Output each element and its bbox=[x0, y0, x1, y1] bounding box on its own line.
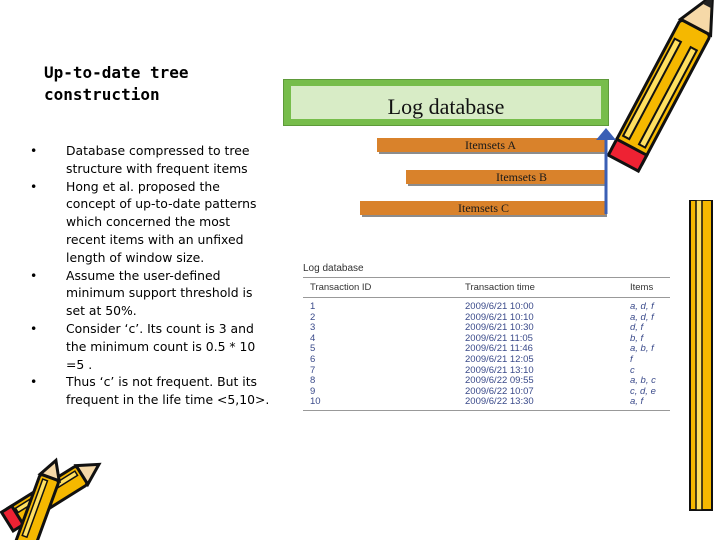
bullet-text: Consider ‘c’. Its count is 3 and the minimum count is 0.5 * 10 =5 . bbox=[66, 320, 256, 372]
cell-items: a, b, c bbox=[630, 375, 656, 387]
cell-time: 2009/6/22 10:07 bbox=[465, 385, 534, 397]
cell-id: 7 bbox=[310, 364, 316, 376]
bullet-marker: • bbox=[30, 143, 38, 158]
itemsets-c-bar bbox=[360, 201, 605, 215]
table-row bbox=[303, 397, 670, 408]
log-database-label: Log database bbox=[387, 94, 505, 119]
cell-items: c bbox=[630, 364, 635, 376]
cell-time: 2009/6/21 10:30 bbox=[465, 322, 534, 334]
bullet-item bbox=[30, 267, 270, 320]
pencil-right-edge-icon bbox=[682, 200, 720, 520]
cell-items: d, f bbox=[630, 322, 644, 334]
bullet-text: Hong et al. proposed the concept of up-to-date patterns which concerned the most recent items with an unfixed length of window size. bbox=[66, 178, 257, 265]
bullet-item bbox=[30, 320, 270, 373]
cell-items: c, d, e bbox=[630, 385, 656, 397]
bullet-marker: • bbox=[30, 267, 38, 283]
cell-id: 4 bbox=[310, 332, 316, 344]
cell-items: a, f bbox=[630, 396, 644, 408]
header-items: Items bbox=[630, 282, 654, 293]
header-transaction-time: Transaction time bbox=[465, 282, 535, 293]
bullet-list bbox=[30, 142, 270, 409]
cell-time: 2009/6/21 11:46 bbox=[465, 343, 533, 355]
bullet-item bbox=[30, 142, 270, 178]
cell-time: 2009/6/21 11:05 bbox=[465, 332, 533, 344]
bullet-text: Thus ‘c’ is not frequent. But its frequent in the life time <5,10>. bbox=[66, 374, 270, 408]
cell-id: 3 bbox=[310, 322, 316, 334]
cell-id: 10 bbox=[310, 396, 321, 408]
bullet-item bbox=[30, 178, 270, 267]
cell-time: 2009/6/21 12:05 bbox=[465, 353, 534, 365]
cell-items: a, d, f bbox=[630, 301, 654, 312]
cell-time: 2009/6/22 13:30 bbox=[465, 396, 534, 408]
bullet-marker: • bbox=[30, 178, 38, 194]
cell-time: 2009/6/21 10:10 bbox=[465, 311, 534, 323]
itemsets-b-label: Itemsets B bbox=[496, 170, 547, 184]
cell-items: a, b, f bbox=[630, 343, 654, 355]
bullet-item bbox=[30, 373, 270, 409]
cell-time: 2009/6/21 10:00 bbox=[465, 301, 534, 312]
cell-id: 6 bbox=[310, 353, 316, 365]
bullet-text: Assume the user-defined minimum support threshold is set at 50%. bbox=[66, 267, 253, 319]
table-row bbox=[303, 355, 670, 366]
pencils-bottom-icon bbox=[0, 440, 112, 540]
cell-items: a, d, f bbox=[630, 311, 654, 323]
header-transaction-id: Transaction ID bbox=[310, 282, 372, 293]
cell-id: 5 bbox=[310, 343, 316, 355]
cell-id: 2 bbox=[310, 311, 316, 323]
log-database-box-inner bbox=[291, 86, 601, 119]
table-row bbox=[303, 302, 670, 313]
itemsets-c-label: Itemsets C bbox=[458, 201, 509, 215]
up-arrow-icon bbox=[593, 128, 619, 216]
table-bottom-rule bbox=[303, 410, 670, 411]
itemsets-a-label: Itemsets A bbox=[465, 138, 516, 152]
table-header-row bbox=[303, 279, 670, 298]
cell-items: b, f bbox=[630, 332, 644, 344]
slide-title: Up-to-date tree construction bbox=[44, 63, 189, 104]
bullet-marker: • bbox=[30, 374, 38, 390]
cell-items: f bbox=[630, 353, 633, 365]
bullet-marker: • bbox=[30, 320, 38, 336]
log-database-box bbox=[283, 79, 609, 126]
cell-time: 2009/6/22 09:55 bbox=[465, 375, 534, 387]
itemsets-b-bar bbox=[406, 170, 605, 184]
cell-id: 1 bbox=[310, 301, 316, 312]
table-title: Log database bbox=[303, 262, 670, 278]
log-database-table bbox=[303, 262, 670, 411]
cell-time: 2009/6/21 13:10 bbox=[465, 364, 534, 376]
cell-id: 8 bbox=[310, 375, 316, 387]
cell-id: 9 bbox=[310, 385, 316, 397]
bullet-text: Database compressed to tree structure with frequent items bbox=[66, 143, 250, 176]
itemsets-a-bar bbox=[377, 138, 605, 152]
